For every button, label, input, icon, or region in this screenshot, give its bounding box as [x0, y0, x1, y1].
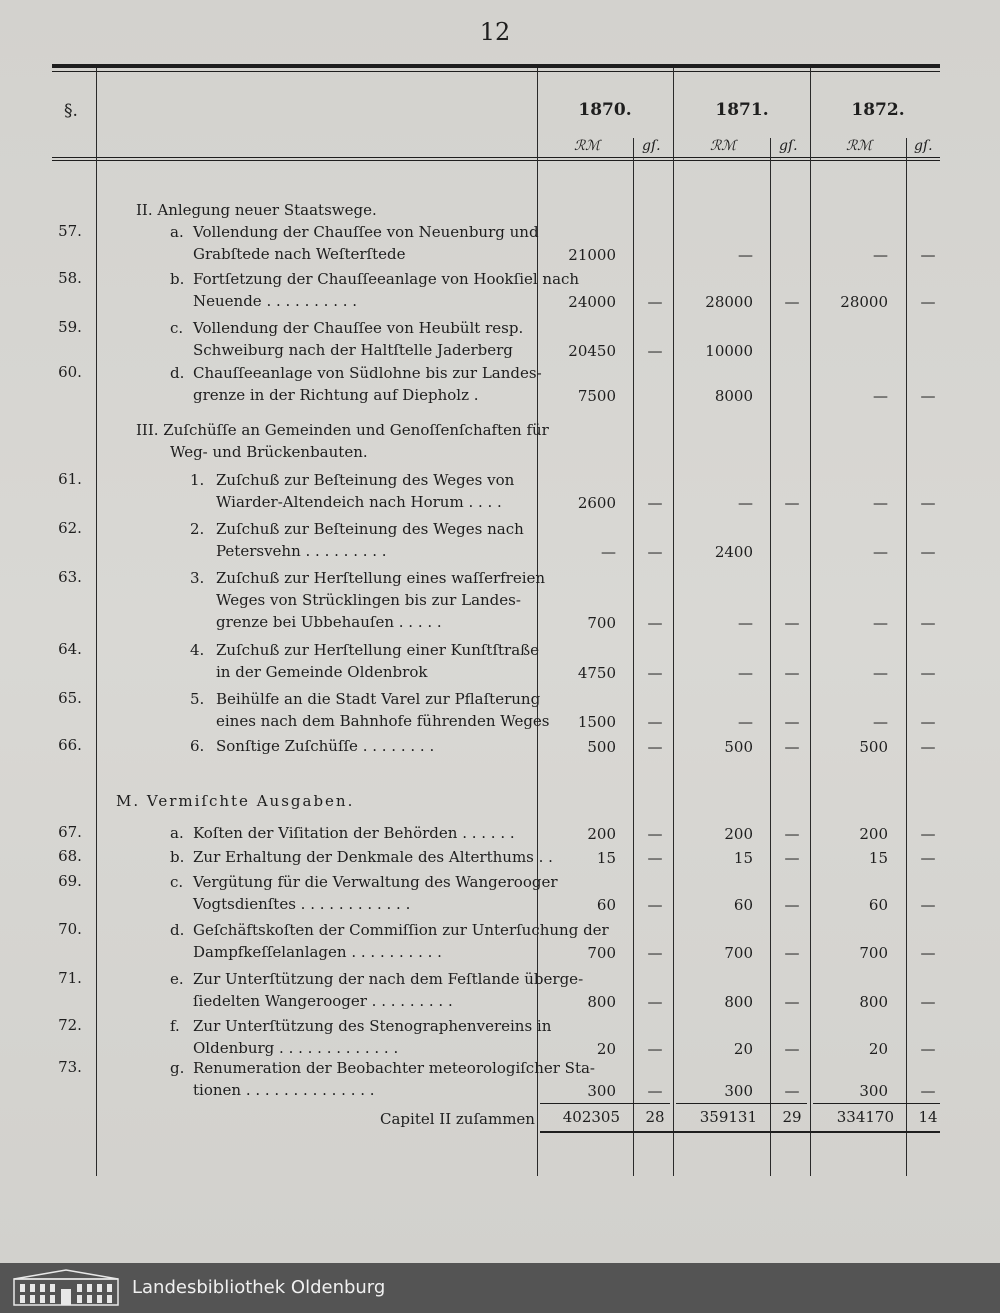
- amount-1872-groschen: —: [920, 664, 936, 682]
- amount-1872-thaler: 20: [868, 1040, 888, 1058]
- amount-1872-groschen: —: [920, 543, 936, 561]
- amount-1870-groschen: —: [647, 293, 663, 311]
- amount-1871-thaler: 300: [724, 1082, 753, 1100]
- row-text-line1: Zur Unterſtützung des Stenographenvereins in: [193, 1017, 552, 1035]
- row-text-line1: Fortſetzung der Chauſſeeanlage von Hookſiel nach: [193, 270, 580, 288]
- amount-1870-thaler: 20: [596, 1040, 616, 1058]
- top-rule-thin: [52, 71, 940, 72]
- amount-1872-thaler: —: [873, 713, 888, 731]
- row-text-line1: Zur Erhaltung der Denkmale des Alterthums . .: [193, 848, 553, 866]
- header-rule-2: [52, 160, 940, 161]
- amount-1872-groschen: —: [920, 825, 936, 843]
- amount-1872-thaler: 700: [859, 944, 888, 962]
- row-number: 59.: [58, 318, 82, 336]
- amount-1872-thaler: 28000: [840, 293, 888, 311]
- amount-1871-thaler: 20: [733, 1040, 753, 1058]
- library-footer: [0, 1263, 1000, 1313]
- row-text-line2: eines nach dem Bahnhofe führenden Weges: [216, 712, 550, 730]
- amount-1872-groschen: —: [920, 246, 936, 264]
- row-letter: 6.: [190, 737, 205, 755]
- amount-1871-groschen: —: [784, 825, 800, 843]
- row-text-line1: Zuſchuß zur Beſteinung des Weges von: [216, 471, 515, 489]
- row-text-line1: Sonſtige Zuſchüſſe . . . . . . . .: [216, 737, 435, 755]
- amount-1870-groschen: —: [647, 849, 663, 867]
- amount-1870-thaler: 800: [587, 993, 616, 1011]
- unit-thaler-1870: ℛℳ: [574, 138, 601, 154]
- amount-1872-groschen: —: [920, 993, 936, 1011]
- row-letter: f.: [170, 1017, 180, 1035]
- amount-1872-groschen: —: [920, 849, 936, 867]
- total-label: Capitel II zuſammen: [380, 1110, 535, 1128]
- row-letter: 2.: [190, 520, 205, 538]
- amount-1871-thaler: —: [738, 494, 753, 512]
- amount-1871-groschen: —: [784, 993, 800, 1011]
- section-heading-ii: II. Anlegung neuer Staatswege.: [136, 201, 377, 219]
- amount-1870-groschen: —: [647, 993, 663, 1011]
- row-number: 66.: [58, 736, 82, 754]
- row-text-line2: Weges von Strücklingen bis zur Landes-: [216, 591, 521, 609]
- amount-1871-groschen: —: [784, 1040, 800, 1058]
- amount-1870-groschen: —: [647, 1040, 663, 1058]
- row-text-line1: Zuſchuß zur Beſteinung des Weges nach: [216, 520, 524, 538]
- amount-1871-groschen: —: [784, 713, 800, 731]
- amount-1871-groschen: —: [784, 664, 800, 682]
- row-number: 70.: [58, 920, 82, 938]
- col-line-1872-gr: [906, 138, 907, 1176]
- amount-1870-thaler: 700: [587, 944, 616, 962]
- amount-1872-thaler: 200: [859, 825, 888, 843]
- library-building-logo: [12, 1269, 120, 1307]
- amount-1871-groschen: —: [784, 614, 800, 632]
- total-rule-1870: [540, 1103, 670, 1104]
- row-number: 69.: [58, 872, 82, 890]
- amount-1870-thaler: 300: [587, 1082, 616, 1100]
- row-letter: b.: [170, 848, 185, 866]
- bottom-rule: [540, 1131, 940, 1133]
- amount-1872-thaler: 500: [859, 738, 888, 756]
- row-number: 57.: [58, 222, 82, 240]
- row-letter: d.: [170, 364, 185, 382]
- total-1871-groschen: 29: [782, 1108, 802, 1126]
- total-1872-thaler: 334170: [836, 1108, 894, 1126]
- amount-1871-thaler: —: [738, 713, 753, 731]
- amount-1871-thaler: 28000: [705, 293, 753, 311]
- amount-1872-thaler: 800: [859, 993, 888, 1011]
- amount-1870-groschen: —: [647, 543, 663, 561]
- section-heading-iii-line1: III. Zuſchüſſe an Gemeinden und Genoſſenſchaften für: [136, 421, 549, 439]
- amount-1872-thaler: 15: [868, 849, 888, 867]
- row-letter: 5.: [190, 690, 205, 708]
- amount-1870-groschen: —: [647, 494, 663, 512]
- unit-groschen-1870: gſ.: [642, 138, 661, 154]
- amount-1871-thaler: 8000: [714, 387, 753, 405]
- section-heading-m: M. Vermiſchte Ausgaben.: [116, 792, 355, 810]
- row-text-line1: Koſten der Viſitation der Behörden . . . . . .: [193, 824, 515, 842]
- row-text-line2: in der Gemeinde Oldenbrok: [216, 663, 428, 681]
- amount-1870-thaler: —: [601, 543, 616, 561]
- amount-1871-thaler: —: [738, 664, 753, 682]
- amount-1870-thaler: 60: [596, 896, 616, 914]
- amount-1872-groschen: —: [920, 1040, 936, 1058]
- amount-1872-groschen: —: [920, 713, 936, 731]
- unit-groschen-1871: gſ.: [779, 138, 798, 154]
- row-number: 61.: [58, 470, 82, 488]
- amount-1870-groschen: —: [647, 664, 663, 682]
- row-number: 64.: [58, 640, 82, 658]
- amount-1870-groschen: —: [647, 738, 663, 756]
- row-letter: c.: [170, 319, 184, 337]
- amount-1871-groschen: —: [784, 293, 800, 311]
- top-rule-thick: [52, 64, 940, 68]
- row-text-line1: Beihülfe an die Stadt Varel zur Pflaſterung: [216, 690, 541, 708]
- amount-1871-thaler: 500: [724, 738, 753, 756]
- amount-1872-groschen: —: [920, 944, 936, 962]
- library-name: Landesbibliothek Oldenburg: [132, 1277, 386, 1298]
- row-text-line2: Schweiburg nach der Haltſtelle Jaderberg: [193, 341, 513, 359]
- amount-1871-groschen: —: [784, 896, 800, 914]
- row-number: 72.: [58, 1016, 82, 1034]
- amount-1871-thaler: —: [738, 246, 753, 264]
- row-letter: a.: [170, 824, 184, 842]
- amount-1870-groschen: —: [647, 896, 663, 914]
- row-letter: 4.: [190, 641, 205, 659]
- amount-1871-thaler: 15: [733, 849, 753, 867]
- row-text-line2: Dampfkeſſelanlagen . . . . . . . . . .: [193, 943, 442, 961]
- amount-1872-groschen: —: [920, 738, 936, 756]
- row-letter: g.: [170, 1059, 185, 1077]
- row-number: 65.: [58, 689, 82, 707]
- row-number: 68.: [58, 847, 82, 865]
- amount-1870-thaler: 4750: [577, 664, 616, 682]
- amount-1872-thaler: —: [873, 664, 888, 682]
- amount-1871-thaler: 60: [733, 896, 753, 914]
- amount-1871-thaler: 10000: [705, 342, 753, 360]
- amount-1871-groschen: —: [784, 944, 800, 962]
- amount-1870-thaler: 200: [587, 825, 616, 843]
- amount-1872-thaler: —: [873, 494, 888, 512]
- amount-1872-thaler: 300: [859, 1082, 888, 1100]
- amount-1872-groschen: —: [920, 614, 936, 632]
- row-text-line1: Zuſchuß zur Herſtellung eines waſſerfreien: [216, 569, 546, 587]
- row-number: 73.: [58, 1058, 82, 1076]
- amount-1870-thaler: 15: [596, 849, 616, 867]
- total-1870-thaler: 402305: [562, 1108, 620, 1126]
- amount-1871-thaler: 200: [724, 825, 753, 843]
- row-text-line2: Grabſtede nach Weſterſtede: [193, 245, 406, 263]
- total-1870-groschen: 28: [645, 1108, 665, 1126]
- amount-1870-groschen: —: [647, 1082, 663, 1100]
- total-1871-thaler: 359131: [699, 1108, 757, 1126]
- row-text-line1: Vollendung der Chauſſee von Heubült resp.: [193, 319, 524, 337]
- amount-1870-thaler: 1500: [577, 713, 616, 731]
- row-text-line1: Renumeration der Beobachter meteorologiſcher Sta-: [193, 1059, 595, 1077]
- amount-1872-thaler: —: [873, 387, 888, 405]
- amount-1870-groschen: —: [647, 713, 663, 731]
- amount-1870-thaler: 21000: [568, 246, 616, 264]
- row-text-line2: Vogtsdienſtes . . . . . . . . . . . .: [193, 895, 411, 913]
- total-rule-1872: [813, 1103, 940, 1104]
- total-rule-1871: [676, 1103, 807, 1104]
- amount-1872-groschen: —: [920, 896, 936, 914]
- row-letter: b.: [170, 270, 185, 288]
- row-letter: c.: [170, 873, 184, 891]
- row-text-line1: Chauſſeeanlage von Südlohne bis zur Landes-: [193, 364, 542, 382]
- amount-1870-groschen: —: [647, 944, 663, 962]
- row-letter: e.: [170, 970, 184, 988]
- header-rule-1: [52, 157, 940, 158]
- year-header-1870: 1870.: [578, 100, 632, 120]
- row-text-line3: grenze bei Ubbehauſen . . . . .: [216, 613, 442, 631]
- total-1872-groschen: 14: [918, 1108, 938, 1126]
- page-number: 12: [479, 18, 511, 46]
- unit-thaler-1872: ℛℳ: [846, 138, 873, 154]
- row-letter: 1.: [190, 471, 205, 489]
- amount-1872-thaler: —: [873, 543, 888, 561]
- year-header-1872: 1872.: [851, 100, 905, 120]
- amount-1870-thaler: 500: [587, 738, 616, 756]
- row-text-line1: Zuſchuß zur Herſtellung einer Kunſtſtraße: [216, 641, 540, 659]
- row-letter: d.: [170, 921, 185, 939]
- row-number: 58.: [58, 269, 82, 287]
- unit-groschen-1872: gſ.: [914, 138, 933, 154]
- amount-1870-groschen: —: [647, 342, 663, 360]
- unit-thaler-1871: ℛℳ: [710, 138, 737, 154]
- row-text-line2: Neuende . . . . . . . . . .: [193, 292, 358, 310]
- amount-1870-thaler: 2600: [577, 494, 616, 512]
- amount-1871-groschen: —: [784, 494, 800, 512]
- col-line-1870-gr: [633, 138, 634, 1176]
- amount-1871-thaler: 700: [724, 944, 753, 962]
- row-number: 60.: [58, 363, 82, 381]
- section-symbol-header: §.: [64, 101, 78, 121]
- row-text-line2: ſiedelten Wangerooger . . . . . . . . .: [193, 992, 453, 1010]
- amount-1871-groschen: —: [784, 1082, 800, 1100]
- amount-1872-groschen: —: [920, 494, 936, 512]
- amount-1870-groschen: —: [647, 614, 663, 632]
- amount-1871-thaler: 800: [724, 993, 753, 1011]
- row-number: 71.: [58, 969, 82, 987]
- amount-1870-thaler: 20450: [568, 342, 616, 360]
- amount-1871-thaler: 2400: [714, 543, 753, 561]
- row-text-line1: Geſchäftskoſten der Commiſſion zur Unterſuchung der: [193, 921, 609, 939]
- row-text-line1: Vergütung für die Verwaltung des Wangerooger: [193, 873, 558, 891]
- row-text-line2: grenze in der Richtung auf Diepholz .: [193, 386, 479, 404]
- row-text-line2: Oldenburg . . . . . . . . . . . . .: [193, 1039, 399, 1057]
- amount-1871-groschen: —: [784, 849, 800, 867]
- row-text-line2: Petersvehn . . . . . . . . .: [216, 542, 387, 560]
- row-text-line1: Vollendung der Chauſſee von Neuenburg und: [193, 223, 539, 241]
- amount-1872-groschen: —: [920, 293, 936, 311]
- amount-1872-groschen: —: [920, 1082, 936, 1100]
- amount-1871-groschen: —: [784, 738, 800, 756]
- row-letter: 3.: [190, 569, 205, 587]
- row-text-line1: Zur Unterſtützung der nach dem Feſtlande überge-: [193, 970, 584, 988]
- amount-1870-thaler: 700: [587, 614, 616, 632]
- amount-1870-groschen: —: [647, 825, 663, 843]
- row-number: 62.: [58, 519, 82, 537]
- row-letter: a.: [170, 223, 184, 241]
- amount-1872-groschen: —: [920, 387, 936, 405]
- amount-1872-thaler: —: [873, 246, 888, 264]
- row-number: 63.: [58, 568, 82, 586]
- amount-1872-thaler: 60: [868, 896, 888, 914]
- amount-1870-thaler: 24000: [568, 293, 616, 311]
- row-text-line2: Wiarder-Altendeich nach Horum . . . .: [216, 493, 502, 511]
- row-text-line2: tionen . . . . . . . . . . . . . .: [193, 1081, 375, 1099]
- col-line-1871-gr: [770, 138, 771, 1176]
- amount-1872-thaler: —: [873, 614, 888, 632]
- year-header-1871: 1871.: [715, 100, 769, 120]
- amount-1870-thaler: 7500: [577, 387, 616, 405]
- section-heading-iii-line2: Weg- und Brückenbauten.: [170, 443, 368, 461]
- amount-1871-thaler: —: [738, 614, 753, 632]
- row-number: 67.: [58, 823, 82, 841]
